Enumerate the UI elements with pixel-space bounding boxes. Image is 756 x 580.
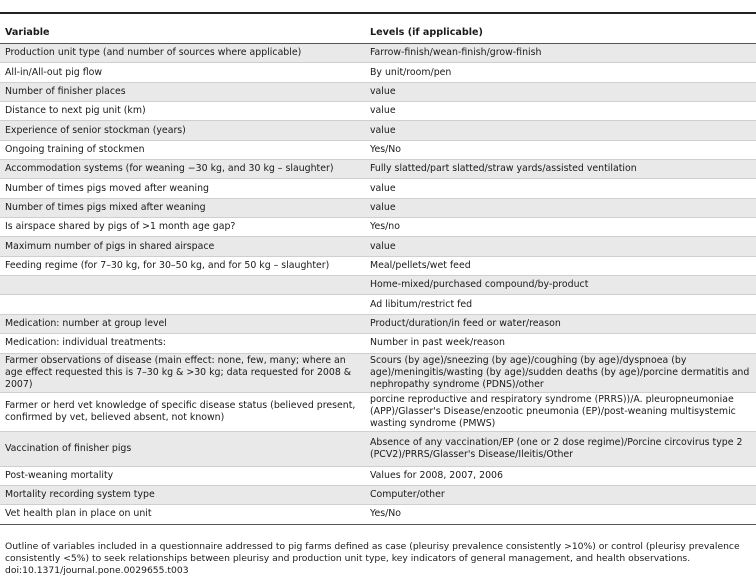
cell-variable <box>0 295 365 314</box>
table-row <box>0 121 756 140</box>
table-row <box>0 237 756 256</box>
table-row <box>0 314 756 333</box>
table-row <box>0 353 756 392</box>
doi-line: doi:10.1371/journal.pone.0029655.t003 <box>5 565 189 576</box>
cell-variable: Maximum number of pigs in shared airspace <box>0 237 365 256</box>
cell-variable: Vaccination of finisher pigs <box>0 431 365 466</box>
header-levels: Levels (if applicable) <box>365 23 756 44</box>
cell-levels: value <box>365 102 756 121</box>
cell-levels: By unit/room/pen <box>365 63 756 82</box>
cell-variable: All-in/All-out pig flow <box>0 63 365 82</box>
table-row <box>0 63 756 82</box>
cell-levels: Computer/other <box>365 485 756 504</box>
cell-levels: value <box>365 82 756 101</box>
table-row <box>0 276 756 295</box>
cell-levels: Scours (by age)/sneezing (by age)/coughing (by age)/dyspnoea (by age)/meningitis/wasting (by age)/sudden deaths (by age)/porcine dermatitis and nephropathy syndrome (PDNS)/other <box>365 353 756 392</box>
cell-levels: Yes/no <box>365 218 756 237</box>
cell-levels: Home-mixed/purchased compound/by-product <box>365 276 756 295</box>
table-row <box>0 392 756 431</box>
table-footnote: Outline of variables included in a questionnaire addressed to pig farms defined as case (pleurisy prevalence consistently >10%) or control (pleurisy prevalence consistently <5%) to seek relationships between pleurisy and production unit type, key indicators of general management, and health observations. <box>5 541 740 564</box>
cell-levels: Fully slatted/part slatted/straw yards/assisted ventilation <box>365 160 756 179</box>
cell-variable: Medication: individual treatments: <box>0 334 365 353</box>
cell-levels: value <box>365 237 756 256</box>
table-row <box>0 295 756 314</box>
table-row <box>0 179 756 198</box>
variables-table <box>0 23 756 525</box>
cell-variable: Mortality recording system type <box>0 485 365 504</box>
cell-levels: Values for 2008, 2007, 2006 <box>365 466 756 485</box>
cell-variable: Number of times pigs moved after weaning <box>0 179 365 198</box>
table-row <box>0 485 756 504</box>
cell-levels: value <box>365 121 756 140</box>
cell-variable: Farmer or herd vet knowledge of specific disease status (believed present, confirmed by vet, believed absent, not known) <box>0 392 365 431</box>
cell-variable: Experience of senior stockman (years) <box>0 121 365 140</box>
top-rule <box>0 12 756 14</box>
cell-levels: value <box>365 179 756 198</box>
table-row <box>0 466 756 485</box>
cell-variable <box>0 276 365 295</box>
table-row <box>0 505 756 524</box>
table-row <box>0 160 756 179</box>
table-header-row <box>0 23 756 44</box>
cell-variable: Feeding regime (for 7–30 kg, for 30–50 kg, and for 50 kg – slaughter) <box>0 256 365 275</box>
cell-levels: Absence of any vaccination/EP (one or 2 dose regime)/Porcine circovirus type 2 (PCV2)/PRRS/Glasser's Disease/Ileitis/Other <box>365 431 756 466</box>
table-row <box>0 256 756 275</box>
cell-variable: Is airspace shared by pigs of >1 month age gap? <box>0 218 365 237</box>
cell-levels: Yes/No <box>365 140 756 159</box>
cell-levels: Farrow-finish/wean-finish/grow-finish <box>365 44 756 63</box>
cell-variable: Post-weaning mortality <box>0 466 365 485</box>
table-row <box>0 198 756 217</box>
cell-levels: Ad libitum/restrict fed <box>365 295 756 314</box>
table-row <box>0 218 756 237</box>
cell-variable: Farmer observations of disease (main effect: none, few, many; where an age effect requested this is 7–30 kg & >30 kg; data requested for 2008 & 2007) <box>0 353 365 392</box>
cell-variable: Vet health plan in place on unit <box>0 505 365 524</box>
cell-levels: porcine reproductive and respiratory syndrome (PRRS))/A. pleuropneumoniae (APP)/Glasser's Disease/enzootic pneumonia (EP)/post-weaning multisystemic wasting syndrome (PMWS) <box>365 392 756 431</box>
table-row <box>0 140 756 159</box>
cell-variable: Distance to next pig unit (km) <box>0 102 365 121</box>
cell-levels: value <box>365 198 756 217</box>
cell-variable: Number of finisher places <box>0 82 365 101</box>
table-row <box>0 334 756 353</box>
cell-levels: Meal/pellets/wet feed <box>365 256 756 275</box>
cell-variable: Number of times pigs mixed after weaning <box>0 198 365 217</box>
table-row <box>0 102 756 121</box>
cell-variable: Production unit type (and number of sources where applicable) <box>0 44 365 63</box>
cell-levels: Product/duration/in feed or water/reason <box>365 314 756 333</box>
table-row <box>0 431 756 466</box>
table-row <box>0 44 756 63</box>
cell-levels: Number in past week/reason <box>365 334 756 353</box>
cell-levels: Yes/No <box>365 505 756 524</box>
cell-variable: Medication: number at group level <box>0 314 365 333</box>
cell-variable: Accommodation systems (for weaning −30 kg, and 30 kg – slaughter) <box>0 160 365 179</box>
table-row <box>0 82 756 101</box>
cell-variable: Ongoing training of stockmen <box>0 140 365 159</box>
header-variable: Variable <box>0 23 365 44</box>
